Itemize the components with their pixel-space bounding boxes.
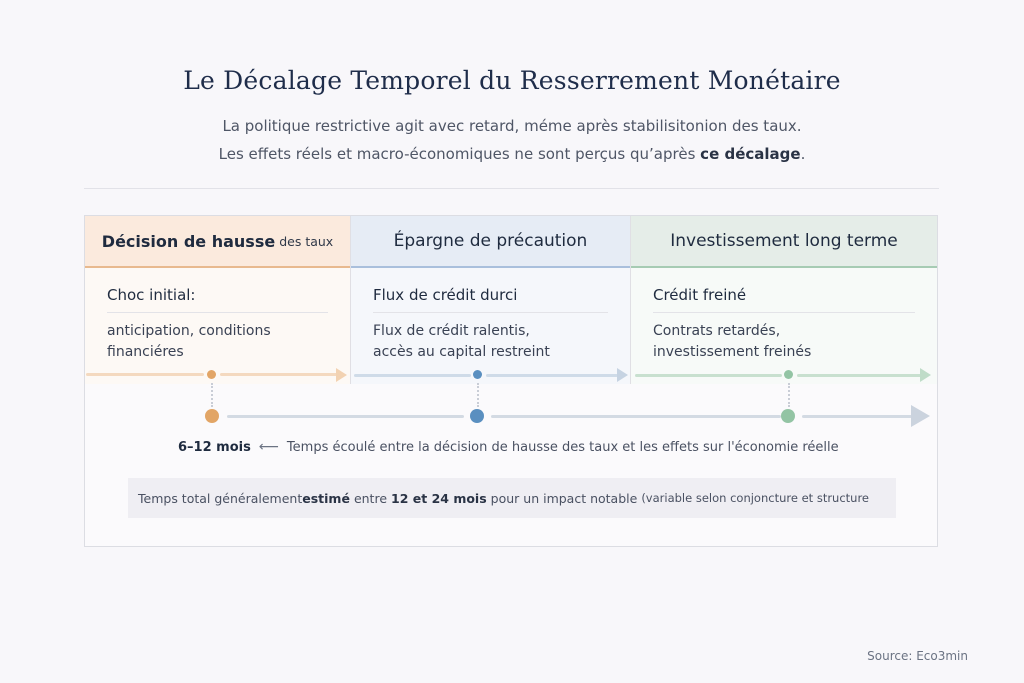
- subtitle-line-2: [0, 145, 1024, 163]
- column-header-small: des taux: [279, 233, 334, 249]
- lag-description: Temps écoulé entre la décision de hausse des taux et les effets sur l'économie réelle: [286, 440, 839, 455]
- lag-annotation: [178, 439, 839, 455]
- source-label: Source: Eco3min: [867, 649, 968, 663]
- column-rate-decision: [85, 216, 351, 384]
- subtitle-suffix: .: [800, 145, 806, 163]
- lag-duration: 6–12 mois: [178, 440, 251, 455]
- column-precautionary-savings: [351, 216, 631, 384]
- phase-arrow-blue: [486, 374, 618, 377]
- note-qualifier: (variable selon conjoncture et structure: [641, 491, 870, 505]
- total-time-note: [128, 478, 896, 518]
- card-text: Flux de crédit ralentis,: [373, 323, 530, 339]
- subtitle-text: Les effets réels et macro-économiques ne sont perçus qu’après: [218, 145, 701, 163]
- arrowhead-icon: [336, 368, 347, 382]
- card-title: Choc initial:: [107, 286, 328, 313]
- card-title: Crédit freiné: [653, 286, 915, 313]
- note-emphasis: estimé: [302, 490, 350, 506]
- note-text: Temps total généralement: [138, 490, 303, 506]
- note-range: 12 et 24 mois: [391, 490, 487, 506]
- card-text: anticipation, conditions: [107, 323, 271, 339]
- timeline-track: [491, 415, 781, 418]
- arrowhead-icon: [920, 368, 931, 382]
- timeline-track: [227, 415, 464, 418]
- phase-dot-green: [784, 370, 793, 379]
- card-text: accès au capital restreint: [373, 344, 550, 360]
- timeline-dot-blue: [470, 409, 484, 423]
- timeline-dot-green: [781, 409, 795, 423]
- phase-arrow-blue: [354, 374, 471, 377]
- card-text: investissement freinés: [653, 344, 812, 360]
- note-text: entre: [353, 490, 388, 506]
- arrowhead-icon: [617, 368, 628, 382]
- column-header: Épargne de précaution: [351, 216, 630, 268]
- phase-arrow-green: [797, 374, 922, 377]
- column-header: Investissement long terme: [631, 216, 937, 268]
- card-title: Flux de crédit durci: [373, 286, 608, 313]
- subtitle-line-1: La politique restrictive agit avec retard, méme après stabilisitonion des taux.: [222, 117, 802, 135]
- column-header: [85, 216, 350, 268]
- note-text: pour un impact notable: [490, 490, 638, 506]
- card-text: financiéres: [107, 344, 184, 360]
- phase-arrow-orange: [86, 373, 204, 376]
- card-text: Contrats retardés,: [653, 323, 781, 339]
- phase-arrow-orange: [220, 373, 338, 376]
- connector-dotted: [477, 383, 479, 407]
- timeline-arrowhead-icon: [911, 405, 930, 427]
- phase-dot-orange: [207, 370, 216, 379]
- timeline-track: [802, 415, 912, 418]
- phase-dot-blue: [473, 370, 482, 379]
- connector-dotted: [211, 383, 213, 407]
- timeline-dot-orange: [205, 409, 219, 423]
- left-arrow-icon: ⟵: [258, 439, 279, 455]
- page-title: Le Décalage Temporel du Resserrement Monétaire: [183, 66, 841, 95]
- connector-dotted: [788, 383, 790, 407]
- divider: [84, 188, 939, 189]
- column-header-bold: Décision de hausse: [101, 231, 276, 251]
- subtitle-emphasis: ce décalage: [700, 145, 801, 163]
- column-long-term-investment: [631, 216, 937, 384]
- phase-arrow-green: [635, 374, 782, 377]
